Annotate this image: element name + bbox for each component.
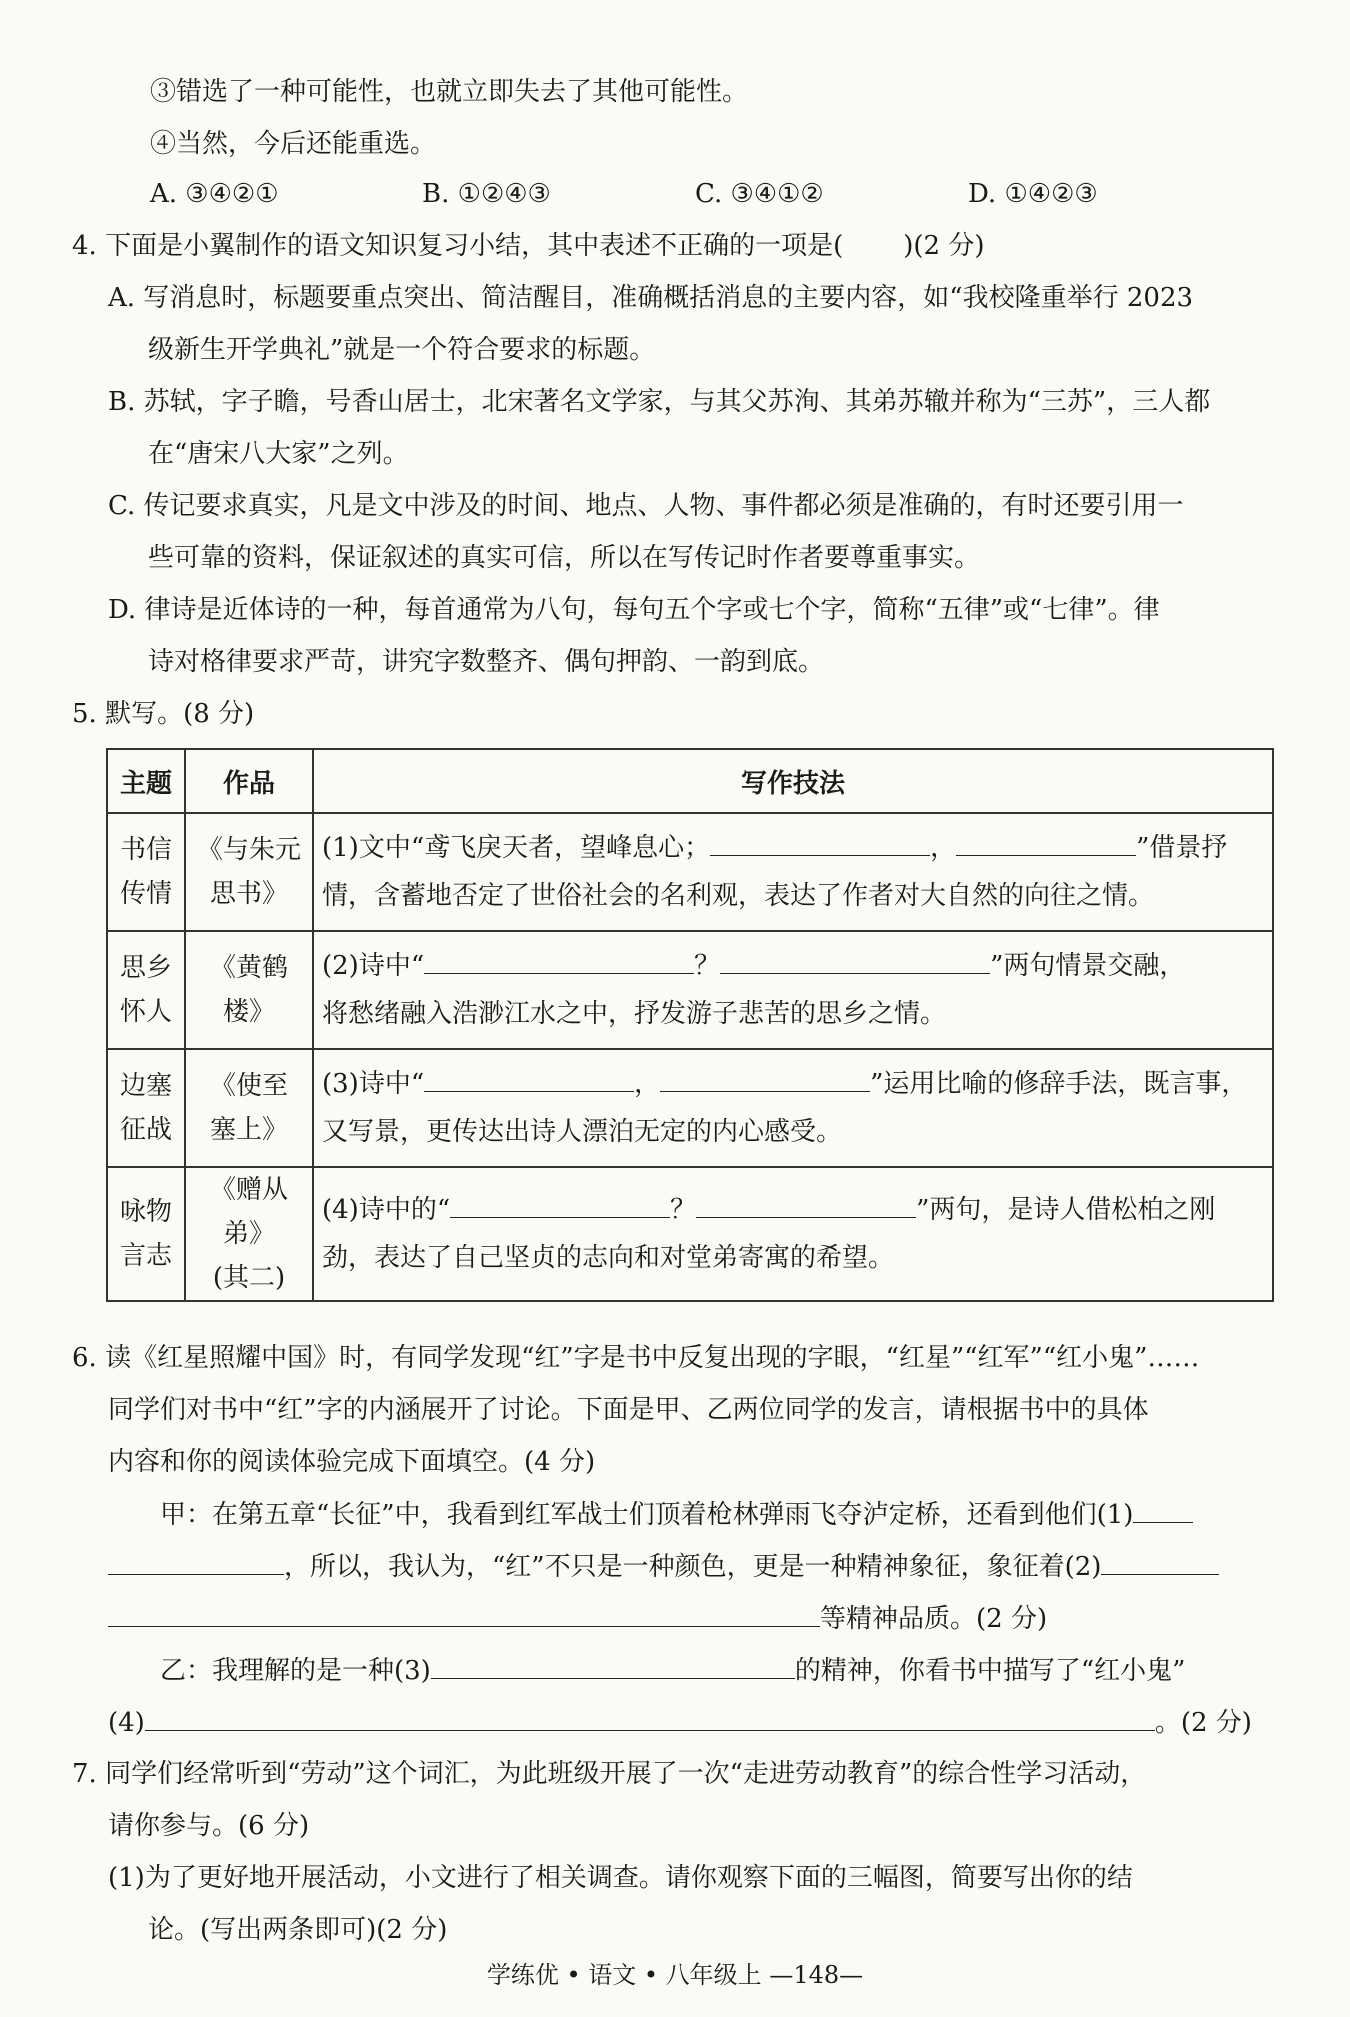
- answer-blank[interactable]: [660, 1063, 870, 1092]
- work-cell: 《黄鹤楼》: [185, 931, 313, 1049]
- theme-cell: 书信 传情: [107, 813, 185, 931]
- q4-option-b-line2: 在“唐宋八大家”之列。: [148, 439, 409, 469]
- q4-option-d-line2: 诗对格律要求严苛，讲究字数整齐、偶句押韵、一韵到底。: [148, 647, 825, 677]
- technique-cell: (1)文中“鸢飞戾天者，望峰息心； ， ”借景抒 情，含蓄地否定了世俗社会的名利观，表达了作者对大自然的向往之情。: [313, 813, 1273, 931]
- table-row: [107, 813, 1273, 931]
- answer-blank[interactable]: [431, 1650, 795, 1679]
- q7-stem-line1: 7. 同学们经常听到“劳动”这个词汇，为此班级开展了一次“走进劳动教育”的综合性学习活动，: [72, 1759, 1147, 1789]
- answer-blank[interactable]: [720, 945, 990, 974]
- q5-stem: 5. 默写。(8 分): [72, 699, 255, 729]
- q6-jia-line1: 甲：在第五章“长征”中，我看到红军战士们顶着枪林弹雨飞夺泸定桥，还看到他们(1): [160, 1494, 1193, 1535]
- technique-cell: (3)诗中“ ， ”运用比喻的修辞手法，既言事， 又写景，更传达出诗人漂泊无定的内心感受。: [313, 1049, 1273, 1167]
- q4-option-c-line2: 些可靠的资料，保证叙述的真实可信，所以在写传记时作者要尊重事实。: [148, 543, 981, 573]
- theme-cell: 咏物 言志: [107, 1167, 185, 1301]
- header-work: 作品: [185, 749, 313, 813]
- q7-sub1-line1: (1)为了更好地开展活动，小文进行了相关调查。请你观察下面的三幅图，简要写出你的结: [108, 1863, 1133, 1893]
- q4-option-a-line1: A. 写消息时，标题要重点突出、简洁醒目，准确概括消息的主要内容，如“我校隆重举行 2023: [108, 283, 1194, 313]
- q6-stem-line3: 内容和你的阅读体验完成下面填空。(4 分): [108, 1447, 596, 1477]
- answer-blank[interactable]: [450, 1189, 670, 1218]
- q4-option-a-line2: 级新生开学典礼”就是一个符合要求的标题。: [148, 335, 656, 365]
- q6-jia-line3: 等精神品质。(2 分): [108, 1598, 1047, 1639]
- header-technique: 写作技法: [313, 749, 1273, 813]
- q3-item-3: ③错选了一种可能性，也就立即失去了其他可能性。: [150, 77, 749, 107]
- answer-blank[interactable]: [1133, 1494, 1193, 1523]
- q6-stem-line1: 6. 读《红星照耀中国》时，有同学发现“红”字是书中反复出现的字眼，“红星”“红军”“红小鬼”……: [72, 1343, 1200, 1373]
- q6-stem-line2: 同学们对书中“红”字的内涵展开了讨论。下面是甲、乙两位同学的发言，请根据书中的具体: [108, 1395, 1149, 1425]
- answer-blank[interactable]: [1101, 1546, 1219, 1575]
- option-b: B. ①②④③: [422, 179, 551, 209]
- table-header-row: [107, 749, 1273, 813]
- q3-item-4: ④当然，今后还能重选。: [150, 129, 437, 159]
- page-footer: 学练优 • 语文 • 八年级上 —148—: [486, 1961, 864, 1989]
- q7-stem-line2: 请你参与。(6 分): [108, 1811, 310, 1841]
- answer-blank[interactable]: [696, 1189, 916, 1218]
- answer-blank[interactable]: [108, 1546, 284, 1575]
- q4-option-d-line1: D. 律诗是近体诗的一种，每首通常为八句，每句五个字或七个字，简称“五律”或“七律”。律: [108, 595, 1160, 625]
- recitation-table: [106, 748, 1274, 1302]
- technique-cell: (4)诗中的“ ？ ”两句，是诗人借松柏之刚 劲，表达了自己坚贞的志向和对堂弟寄寓的希望。: [313, 1167, 1273, 1301]
- answer-blank[interactable]: [145, 1702, 1155, 1731]
- theme-cell: 边塞 征战: [107, 1049, 185, 1167]
- q4-option-c-line1: C. 传记要求真实，凡是文中涉及的时间、地点、人物、事件都必须是准确的，有时还要引用一: [108, 491, 1184, 521]
- answer-blank[interactable]: [424, 945, 694, 974]
- work-cell: 《与朱元 思书》: [185, 813, 313, 931]
- answer-blank[interactable]: [956, 827, 1136, 856]
- table-row: [107, 931, 1273, 1049]
- table-row: [107, 1167, 1273, 1301]
- table-row: [107, 1049, 1273, 1167]
- q6-yi-line1: 乙：我理解的是一种(3) 的精神，你看书中描写了“红小鬼”: [160, 1650, 1185, 1691]
- option-a: A. ③④②①: [150, 179, 279, 209]
- answer-blank[interactable]: [710, 827, 930, 856]
- header-theme: 主题: [107, 749, 185, 813]
- theme-cell: 思乡 怀人: [107, 931, 185, 1049]
- work-cell: 《赠从弟》 (其二): [185, 1167, 313, 1301]
- option-c: C. ③④①②: [695, 179, 824, 209]
- work-cell: 《使至 塞上》: [185, 1049, 313, 1167]
- q4-stem: 4. 下面是小翼制作的语文知识复习小结，其中表述不正确的一项是( )(2 分): [72, 231, 985, 261]
- technique-cell: (2)诗中“ ？ ”两句情景交融， 将愁绪融入浩渺江水之中，抒发游子悲苦的思乡之情。: [313, 931, 1273, 1049]
- answer-blank[interactable]: [108, 1598, 820, 1627]
- q6-jia-line2: ，所以，我认为，“红”不只是一种颜色，更是一种精神象征，象征着(2): [108, 1546, 1219, 1587]
- option-d: D. ①④②③: [968, 179, 1098, 209]
- answer-blank[interactable]: [424, 1063, 634, 1092]
- q6-yi-line2: (4) 。(2 分): [108, 1702, 1252, 1743]
- q7-sub1-line2: 论。(写出两条即可)(2 分): [148, 1915, 448, 1945]
- q4-option-b-line1: B. 苏轼，字子瞻，号香山居士，北宋著名文学家，与其父苏洵、其弟苏辙并称为“三苏”，三人都: [108, 387, 1211, 417]
